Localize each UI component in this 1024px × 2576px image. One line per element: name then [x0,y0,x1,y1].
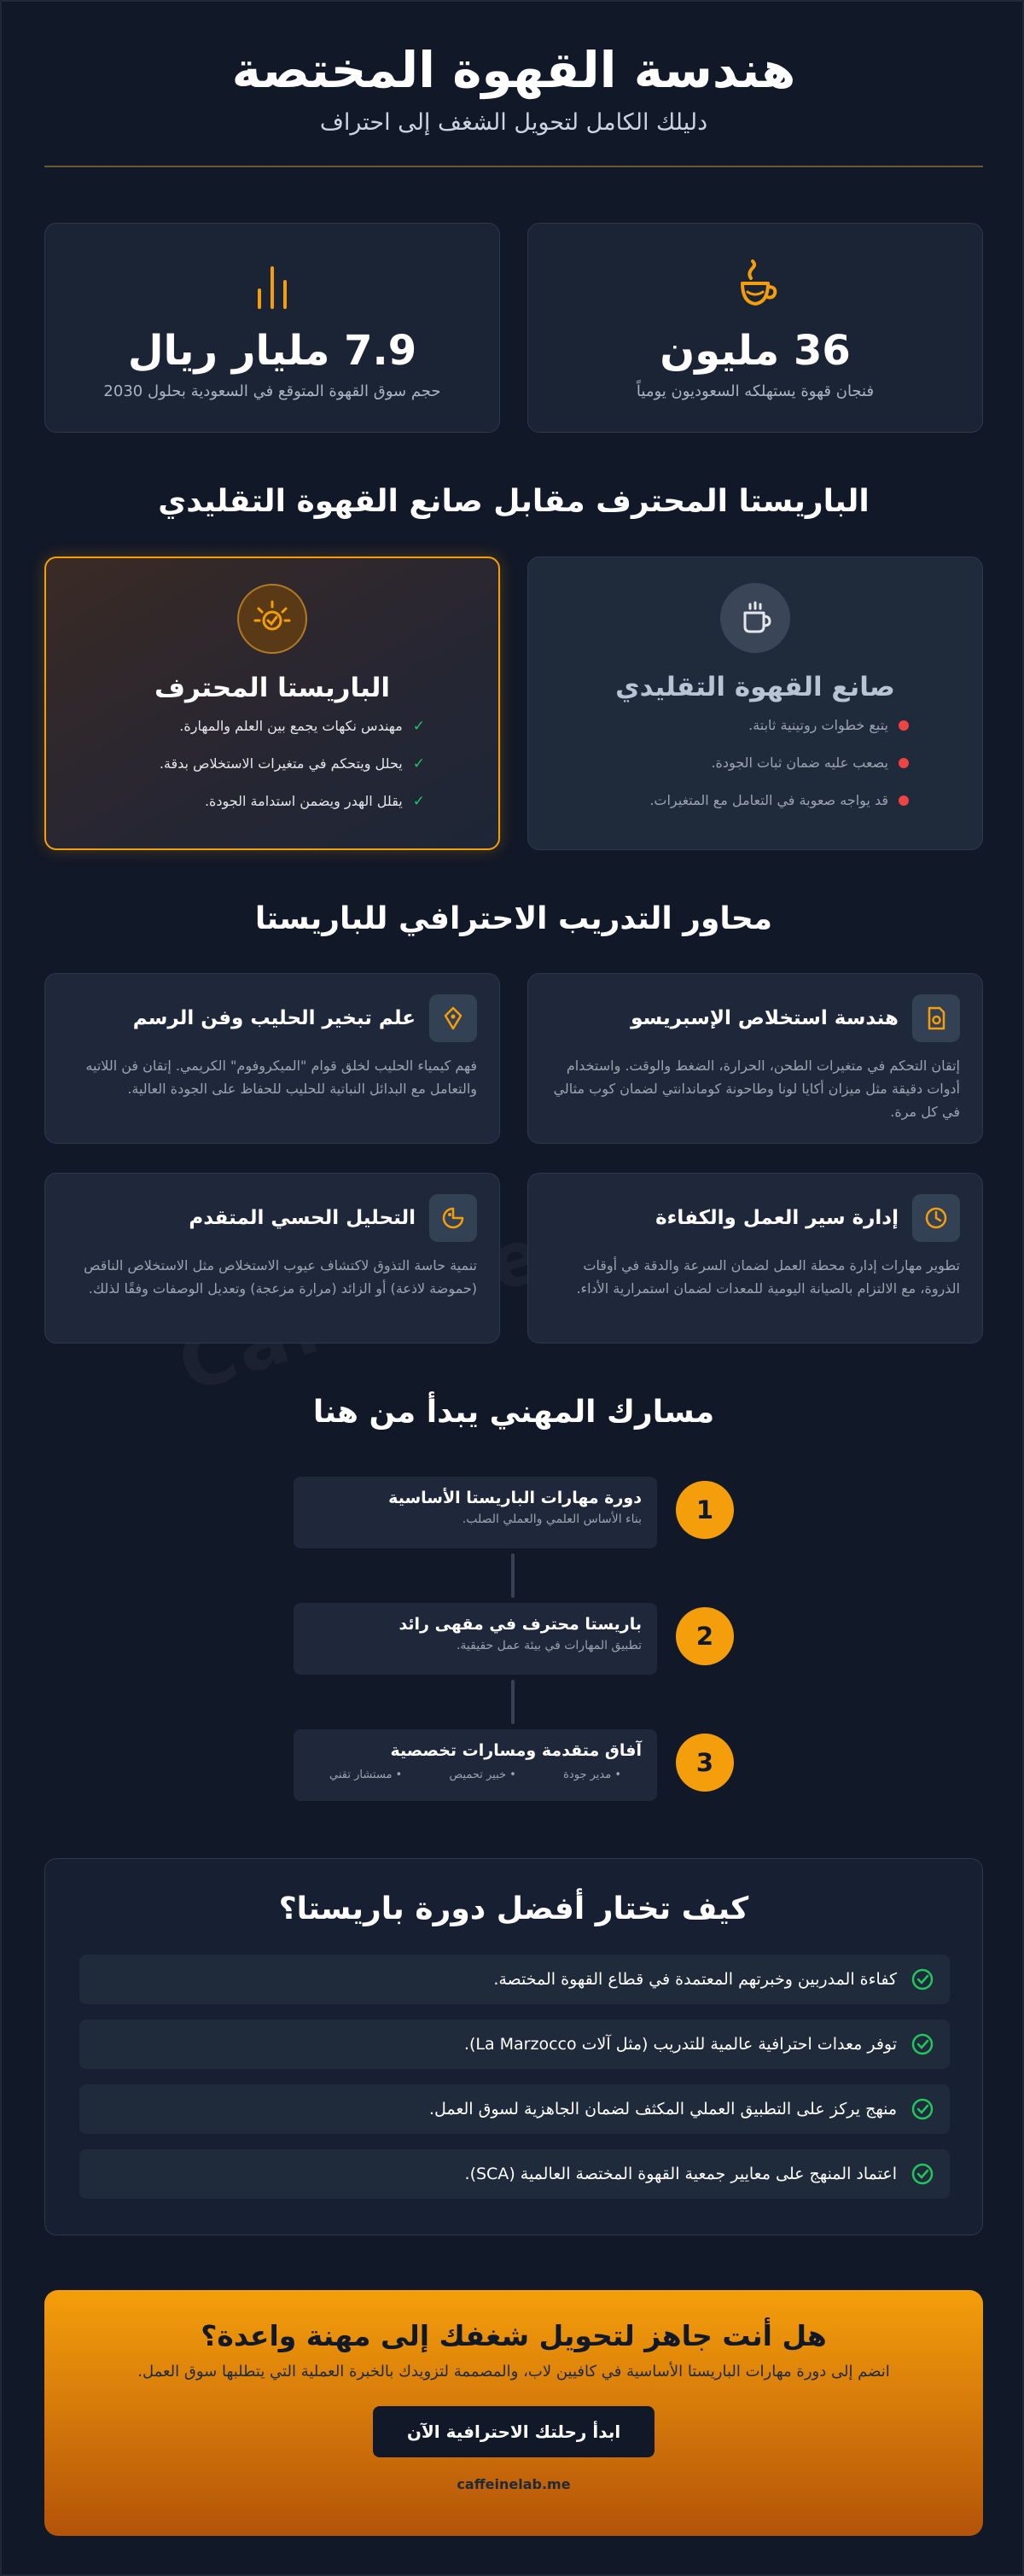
career-step-title: آفاق متقدمة ومسارات تخصصية [390,1741,642,1760]
step-number: 2 [676,1607,734,1665]
page-title: هندسة القهوة المختصة [231,41,796,99]
career-step-3 [294,1727,737,1804]
check-circle-icon [911,2032,934,2056]
training-title: محاور التدريب الاحترافي للباريستا [254,901,773,936]
cta-section [44,2290,983,2536]
step-number: 1 [676,1481,734,1539]
clock-icon [912,1194,960,1242]
training-card-title: إدارة سير العمل والكفاءة [655,1207,899,1229]
stat-value: 7.9 مليار ريال [127,327,417,375]
training-card-body: إتقان التحكم في متغيرات الطحن، الحرارة، الضغط والوقت. واستخدام أدوات دقيقة مثل ميزان أكايا لونا وطاحونة كوماندانتي لضمان كوب مثالي في كل مرة. [553,1058,960,1120]
choose-item: كفاءة المدربين وخبرتهم المعتمدة في قطاع القهوة المختصة. [79,1955,950,2004]
training-card-title: التحليل الحسي المتقدم [189,1207,416,1229]
check-icon: ✓ [412,793,425,810]
palette-icon [429,1194,477,1242]
traditional-item: قد يواجه صعوبة في التعامل مع المتغيرات. [562,791,909,810]
choose-item: منهج يركز على التطبيق العملي المكثف لضمان الجاهزية لسوق العمل. [79,2084,950,2134]
professional-item: ✓ يحلل ويتحكم في متغيرات الاستخلاص بدقة. [159,755,425,772]
training-card-body: فهم كيمياء الحليب لخلق قوام "الميكروفوم" الكريمي. إتقان فن اللاتيه والتعامل مع البدائل النباتية للحليب للحفاظ على الجودة العالية. [85,1058,477,1097]
career-tag: • خبير تحميص [449,1769,516,1781]
check-icon: ✓ [412,718,425,735]
career-tag: • مستشار تقني [329,1769,403,1781]
training-card-milk [44,973,500,1144]
career-step-subtitle: بناء الأساس العلمي والعملي الصلب. [462,1512,642,1526]
step-connector [511,1680,515,1724]
red-dot-icon [899,758,909,768]
career-step-title: باريستا محترف في مقهى رائد [399,1615,642,1634]
training-card-body: تنمية حاسة التذوق لاكتشاف عيوب الاستخلاص مثل الاستخلاص الناقص (حموضة لاذعة) أو الزائد (مرارة مزعجة) وتعديل الوصفات وفقًا لذلك. [84,1257,477,1297]
choose-item: اعتماد المنهج على معايير جمعية القهوة المختصة العالمية (SCA). [79,2149,950,2199]
training-card-title: علم تبخير الحليب وفن الرسم [132,1007,416,1029]
professional-badge [237,584,307,654]
check-circle-icon [911,1967,934,1991]
training-card-sensory [44,1173,500,1343]
step-number: 3 [676,1734,734,1792]
training-card-title: هندسة استخلاص الإسبريسو [631,1007,899,1029]
professional-list [46,717,498,811]
mug-icon [736,599,774,637]
training-card-espresso [527,973,983,1144]
traditional-item: يصعب عليه ضمان ثبات الجودة. [562,754,909,772]
training-card-workflow [527,1173,983,1343]
traditional-badge [720,583,790,653]
header-divider [44,166,983,167]
page-header [2,36,1024,136]
professional-item: ✓ مهندس نكهات يجمع بين العلم والمهارة. [179,718,425,735]
coffee-cup-icon [727,258,783,314]
stat-label: حجم سوق القهوة المتوقع في السعودية بحلول 2030 [103,382,441,400]
site-url[interactable]: caffeinelab.me [457,2476,571,2492]
choose-course-section [44,1858,983,2235]
traditional-list [528,716,982,810]
check-circle-icon [911,2162,934,2186]
comparison-title: الباريستا المحترف مقابل صانع القهوة التقليدي [158,484,870,519]
lightbulb-icon [252,598,293,639]
check-circle-icon [911,2097,934,2121]
red-dot-icon [899,796,909,806]
career-step-title: دورة مهارات الباريستا الأساسية [388,1489,642,1507]
career-step-subtitle: تطبيق المهارات في بيئة عمل حقيقية. [456,1639,642,1652]
professional-title: الباريستا المحترف [154,673,391,703]
traditional-item: يتبع خطوات روتينية ثابتة. [562,716,909,735]
page-subtitle: دليلك الكامل لتحويل الشغف إلى احتراف [319,109,708,136]
career-step-2 [294,1600,737,1677]
traditional-maker-card [527,557,983,850]
cta-text: انضم إلى دورة مهارات الباريستا الأساسية في كافيين لاب، والمصممة لتزويدك بالخبرة العملية التي يتطلبها سوق العمل. [137,2363,890,2381]
stat-label: فنجان قهوة يستهلكه السعوديون يومياً [636,382,875,400]
professional-item: ✓ يقلل الهدر ويضمن استدامة الجودة. [204,793,425,810]
bar-chart-icon [244,258,300,314]
career-step-1 [294,1474,737,1551]
career-tag: • مدير جودة [563,1769,621,1781]
check-icon: ✓ [412,755,425,772]
stat-value: 36 مليون [660,327,851,375]
step-connector [511,1553,515,1598]
professional-barista-card [44,557,500,850]
traditional-title: صانع القهوة التقليدي [615,672,895,702]
document-gear-icon [912,994,960,1042]
choose-item: توفر معدات احترافية عالمية للتدريب (مثل آلات La Marzocco). [79,2019,950,2069]
training-card-body: تطوير مهارات إدارة محطة العمل لضمان السرعة والدقة في أوقات الذروة، مع الالتزام بالصيانة اليومية للمعدات لضمان استمرارية الأداء. [576,1257,960,1297]
choose-title: كيف تختار أفضل دورة باريستا؟ [278,1891,749,1926]
stat-card-cups [527,223,983,433]
cta-title: هل أنت جاهز لتحويل شغفك إلى مهنة واعدة؟ [201,2319,827,2352]
red-dot-icon [899,720,909,731]
start-journey-button[interactable]: ابدأ رحلتك الاحترافية الآن [373,2406,655,2457]
career-tags [309,1769,642,1781]
pen-nib-icon [429,994,477,1042]
stat-card-market [44,223,500,433]
career-title: مسارك المهني يبدأ من هنا [312,1395,715,1430]
